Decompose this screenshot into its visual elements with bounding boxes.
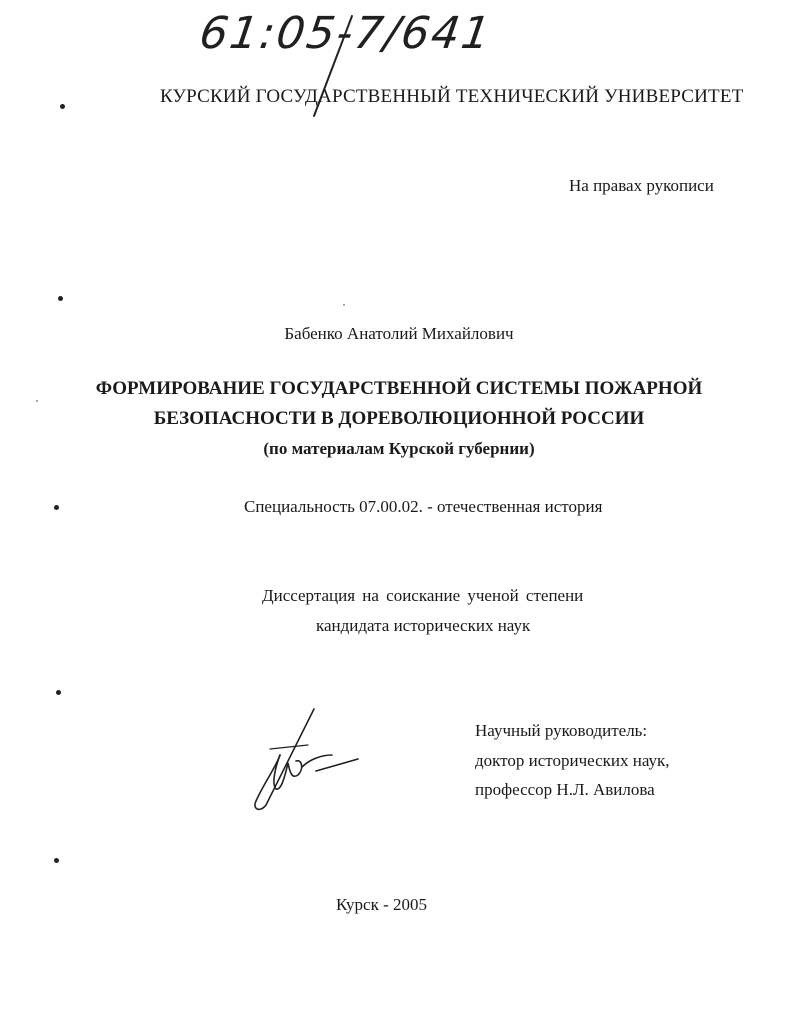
supervisor-label: Научный руководитель: <box>475 721 648 740</box>
scan-speck <box>36 400 38 402</box>
title-line-1: ФОРМИРОВАНИЕ ГОСУДАРСТВЕННОЙ СИСТЕМЫ ПОЖАРНОЙ <box>95 378 703 399</box>
city-year: Курск - 2005 <box>336 895 428 914</box>
supervisor-degree: доктор исторических наук, <box>475 751 670 770</box>
binding-mark <box>56 690 61 695</box>
author-name: Бабенко Анатолий Михайлович <box>284 324 514 343</box>
binding-mark <box>60 104 65 109</box>
dissertation-line-1: Диссертация на соискание ученой степени <box>262 586 584 605</box>
dissertation-line-2: кандидата исторических наук <box>316 616 531 635</box>
supervisor-signature <box>246 705 366 815</box>
supervisor-name: профессор Н.Л. Авилова <box>475 780 655 799</box>
binding-mark <box>58 296 63 301</box>
title-line-2: БЕЗОПАСНОСТИ В ДОРЕВОЛЮЦИОННОЙ РОССИИ <box>153 408 645 429</box>
binding-mark <box>54 505 59 510</box>
university-name: КУРСКИЙ ГОСУДАРСТВЕННЫЙ ТЕХНИЧЕСКИЙ УНИВЕРСИТЕТ <box>160 86 744 107</box>
manuscript-rights-note: На правах рукописи <box>569 176 714 195</box>
scan-speck <box>343 304 345 306</box>
handwritten-archive-number: 61:05-7/641 <box>196 8 496 59</box>
speciality-line: Специальность 07.00.02. - отечественная история <box>244 497 603 516</box>
binding-mark <box>54 858 59 863</box>
title-subtitle: (по материалам Курской губернии) <box>263 439 535 458</box>
